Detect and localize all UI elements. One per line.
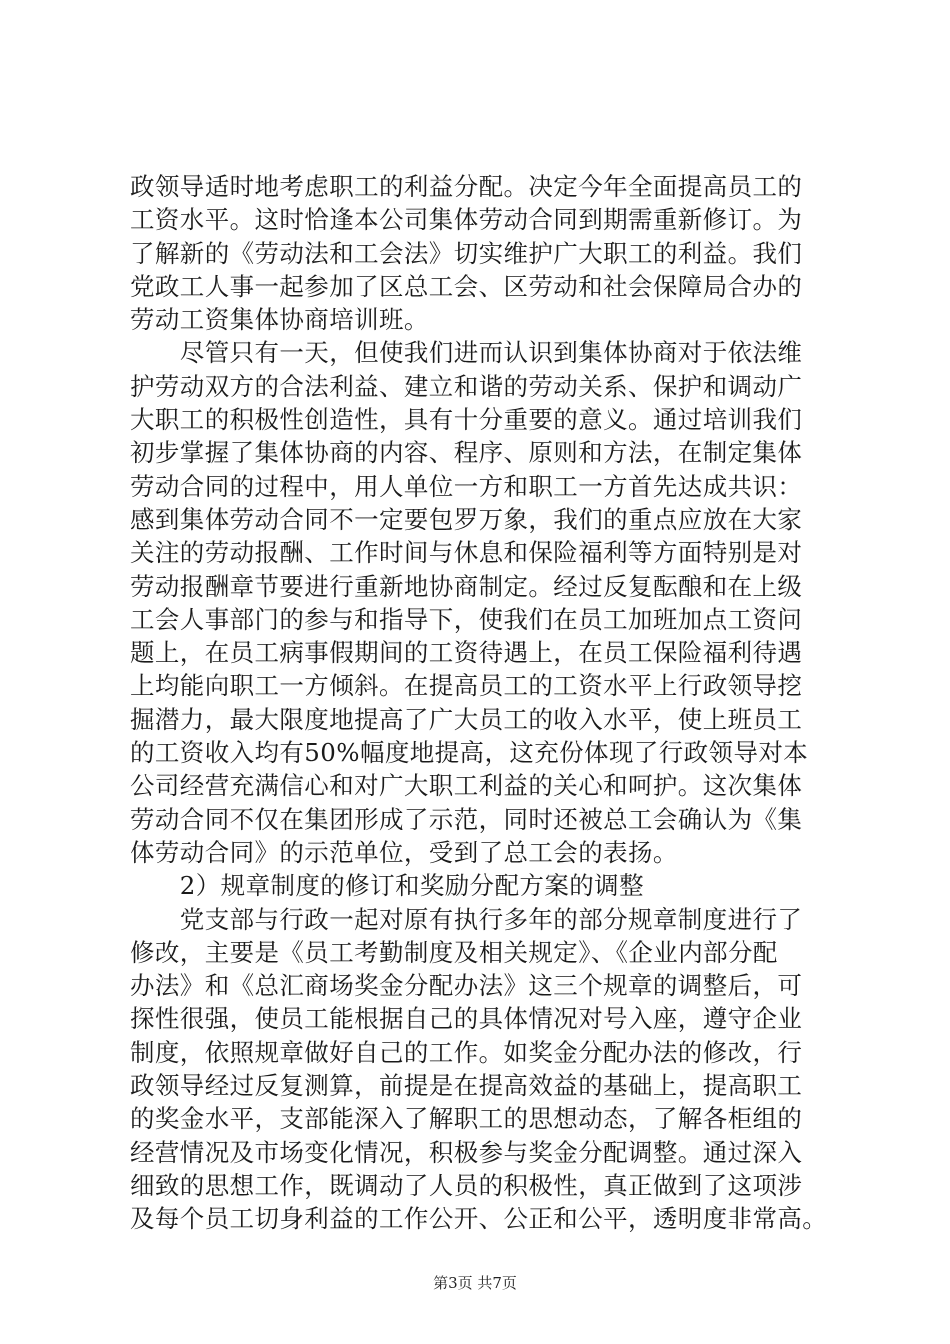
text-line: 关注的劳动报酬、工作时间与休息和保险福利等方面特别是对 — [130, 538, 803, 568]
text-line: 制度，依照规章做好自己的工作。如奖金分配办法的修改，行 — [130, 1037, 803, 1067]
text-line: 了解新的《劳动法和工会法》切实维护广大职工的利益。我们 — [130, 238, 803, 268]
text-line: 上均能向职工一方倾斜。在提高员工的工资水平上行政领导挖 — [130, 671, 803, 701]
text-line: 修改，主要是《员工考勤制度及相关规定》、《企业内部分配 — [130, 937, 778, 967]
text-line: 劳动合同不仅在集团形成了示范，同时还被总工会确认为《集 — [130, 804, 803, 834]
text-line: 体劳动合同》的示范单位，受到了总工会的表扬。 — [130, 837, 678, 867]
text-line: 探性很强，使员工能根据自己的具体情况对号入座，遵守企业 — [130, 1004, 803, 1034]
text-line: 党支部与行政一起对原有执行多年的部分规章制度进行了 — [130, 904, 803, 934]
text-line: 题上，在员工病事假期间的工资待遇上，在员工保险福利待遇 — [130, 638, 803, 668]
text-line: 大职工的积极性创造性，具有十分重要的意义。通过培训我们 — [130, 405, 803, 435]
text-line: 工资水平。这时恰逢本公司集体劳动合同到期需重新修订。为 — [130, 205, 803, 235]
text-line: 掘潜力，最大限度地提高了广大员工的收入水平，使上班员工 — [130, 704, 803, 734]
text-line: 感到集体劳动合同不一定要包罗万象，我们的重点应放在大家 — [130, 504, 803, 534]
page-footer: 第3页 共7页 — [433, 1274, 517, 1292]
text-line: 劳动合同的过程中，用人单位一方和职工一方首先达成共识： — [130, 471, 803, 501]
text-line: 初步掌握了集体协商的内容、程序、原则和方法，在制定集体 — [130, 438, 803, 468]
text-line: 2）规章制度的修订和奖励分配方案的调整 — [130, 871, 644, 901]
text-line: 的奖金水平，支部能深入了解职工的思想动态，了解各柜组的 — [130, 1104, 803, 1134]
text-line: 经营情况及市场变化情况，积极参与奖金分配调整。通过深入 — [130, 1137, 803, 1167]
text-line: 细致的思想工作，既调动了人员的积极性，真正做到了这项涉 — [130, 1170, 803, 1200]
text-line: 工会人事部门的参与和指导下，使我们在员工加班加点工资问 — [130, 604, 803, 634]
text-line: 党政工人事一起参加了区总工会、区劳动和社会保障局合办的 — [130, 271, 803, 301]
text-line: 劳动工资集体协商培训班。 — [130, 305, 429, 335]
text-line: 及每个员工切身利益的工作公开、公正和公平，透明度非常高。 — [130, 1204, 828, 1234]
text-line: 的工资收入均有50%幅度地提高，这充份体现了行政领导对本 — [130, 738, 809, 768]
document-body — [130, 170, 830, 1236]
text-line: 办法》和《总汇商场奖金分配办法》这三个规章的调整后，可 — [130, 971, 803, 1001]
text-line: 劳动报酬章节要进行重新地协商制定。经过反复酝酿和在上级 — [130, 571, 803, 601]
text-line: 政领导经过反复测算，前提是在提高效益的基础上，提高职工 — [130, 1071, 803, 1101]
text-line: 公司经营充满信心和对广大职工利益的关心和呵护。这次集体 — [130, 771, 803, 801]
text-line: 政领导适时地考虑职工的利益分配。决定今年全面提高员工的 — [130, 172, 803, 201]
text-line: 护劳动双方的合法利益、建立和谐的劳动关系、保护和调动广 — [130, 371, 803, 401]
text-line: 尽管只有一天，但使我们进而认识到集体协商对于依法维 — [130, 338, 803, 368]
